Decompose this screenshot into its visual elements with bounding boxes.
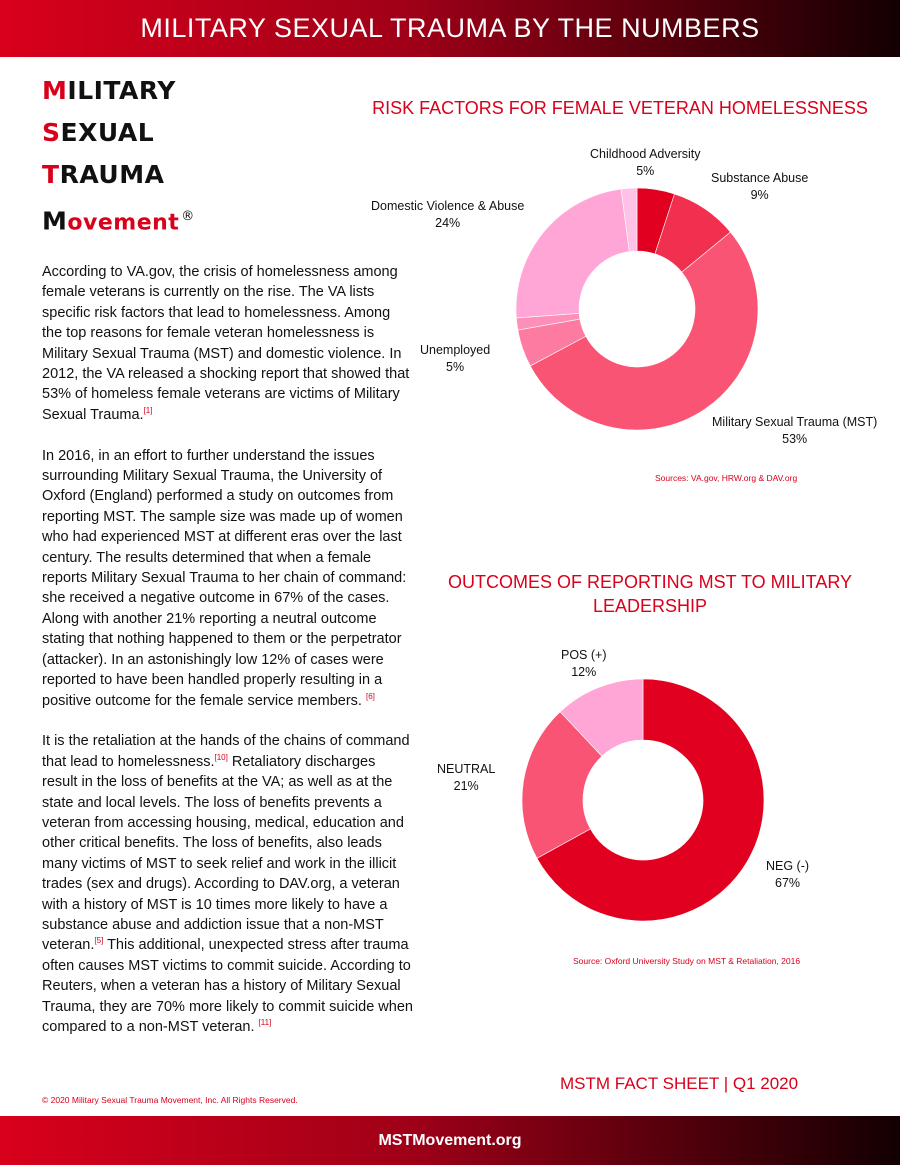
chart1-label-unemployed: Unemployed 5%: [420, 343, 491, 374]
chart2-source: Source: Oxford University Study on MST & Retaliation, 2016: [573, 956, 801, 966]
chart1-label-substance-abuse: Substance Abuse 9%: [711, 171, 809, 202]
page-title: MILITARY SEXUAL TRAUMA BY THE NUMBERS: [140, 13, 760, 43]
article-paragraph: According to VA.gov, the crisis of homelessness among female veterans is currently on the rise. The VA lists specific risk factors that lead to homelessness. Among the top reasons for female veteran homelessness is Military Sexual Trauma (MST) and domestic violence. In 2012, the VA released a shocking report that showed that 53% of homeless female veterans are victims of Military Sexual Trauma.[1]: [42, 264, 410, 423]
article-paragraph: It is the retaliation at the hands of the chains of command that lead to homelessness.[10] Retaliatory discharges result in the loss of benefits at the VA; as well as at the state and local levels. The loss of benefits prevents a veteran from accessing housing, medical, education and other critical benefits. The loss of benefits, also leads many victims of MST to seek relief and work in the illicit trades (sex and drugs). According to DAV.org, a veteran with a history of MST is 10 times more likely to have a substance abuse and addiction issue that a non-MST veteran.[5] This additional, unexpected stress after trauma often causes MST victims to commit suicide. According to Reuters, when a veteran has a history of Military Sexual Trauma, they are 70% more likely to commit suicide when compared to a non-MST veteran. [11]: [42, 733, 413, 1035]
chart2-title: OUTCOMES OF REPORTING MST TO MILITARY LEADERSHIP: [447, 572, 853, 616]
chart2-label-neg: NEG (-) 67%: [766, 859, 810, 890]
chart1-label-domestic-violence: Domestic Violence & Abuse 24%: [371, 199, 525, 230]
chart2-label-pos: POS (+) 12%: [561, 648, 607, 679]
copyright-notice: © 2020 Military Sexual Trauma Movement, Inc. All Rights Reserved.: [42, 1095, 298, 1105]
citation-link[interactable]: [5]: [94, 936, 104, 946]
chart1-label-childhood-adversity: Childhood Adversity 5%: [590, 147, 701, 178]
chart1-title: RISK FACTORS FOR FEMALE VETERAN HOMELESSNESS: [372, 98, 868, 118]
registered-mark: ®: [181, 209, 195, 224]
bottom-banner: [0, 1116, 900, 1165]
citation-link[interactable]: [11]: [258, 1018, 272, 1028]
chart2-label-neutral: NEUTRAL 21%: [437, 762, 496, 793]
logo-line-sexual: SEXUAL: [42, 118, 155, 147]
citation-link[interactable]: [6]: [365, 691, 375, 701]
website-link[interactable]: MSTMovement.org: [378, 1131, 522, 1149]
chart1-source: Sources: VA.gov, HRW.org & DAV.org: [655, 473, 798, 483]
article-paragraph: In 2016, in an effort to further understand the issues surrounding Military Sexual Trauma, the University of Oxford (England) performed a study on outcomes from reporting MST. The sample size was made up of women who had experienced MST at different eras over the last century. The results determined that when a female reports Military Sexual Trauma to her chain of command: she received a negative outcome in 67% of the cases. Along with another 21% reporting a neutral outcome stating that nothing happened to them or the perpetrator (attacker). In an astonishingly low 12% of cases were reported to have been handled properly resulting in a positive outcome for the female service members. [6]: [42, 447, 407, 709]
fact-sheet-label: MSTM FACT SHEET | Q1 2020: [560, 1074, 799, 1093]
logo-line-military: MILITARY: [42, 76, 176, 105]
citation-link[interactable]: [10]: [214, 752, 228, 762]
chart1-label-mst: Military Sexual Trauma (MST) 53%: [712, 415, 878, 446]
citation-link[interactable]: [1]: [143, 406, 153, 416]
logo-line-trauma: TRAUMA: [42, 160, 165, 189]
logo-line-movement: Movement ®: [42, 206, 195, 236]
